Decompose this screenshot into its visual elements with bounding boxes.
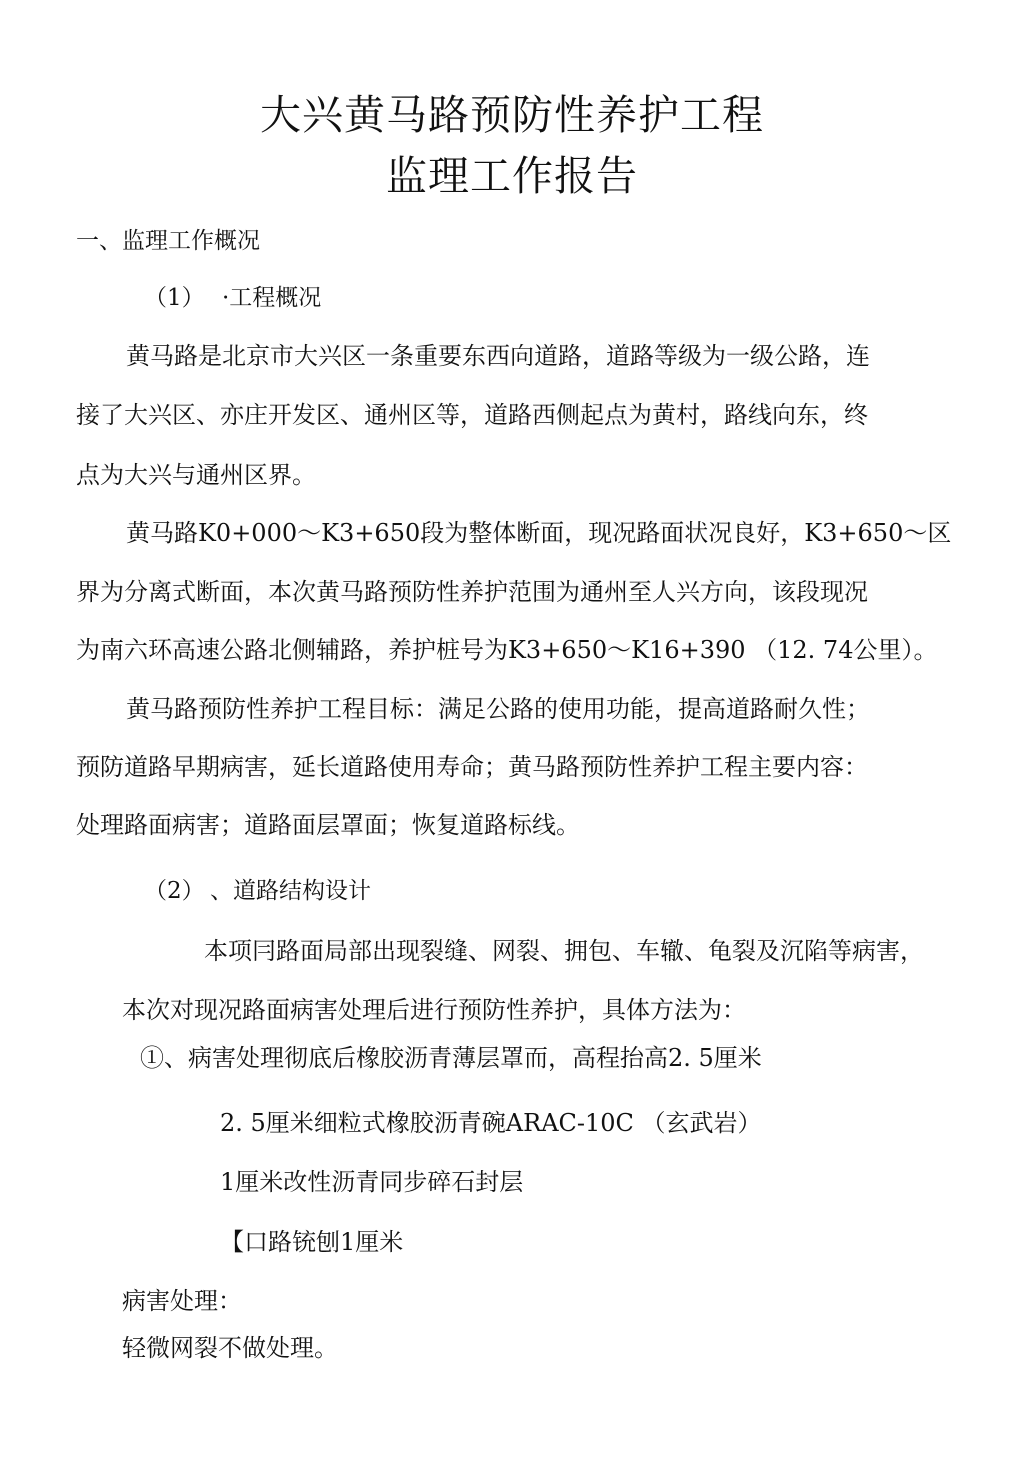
layer-item: 【口路铳刨1厘米 (220, 1228, 404, 1256)
section-heading: 一、监理工作概况 (76, 228, 260, 254)
disease-heading: 病害处理： (122, 1287, 242, 1315)
paragraph-line: 为南六环高速公路北侧辅路，养护桩号为K3+650～K16+390 （12. 74公里）。 (76, 636, 938, 664)
paragraph-line: 本项冃路面局部出现裂缝、网裂、拥包、车辙、龟裂及沉陷等病害， (204, 937, 924, 965)
method-1: ①、病害处理彻底后橡胶沥青薄层罩而，高程抬高2. 5厘米 (140, 1044, 762, 1072)
paragraph-line: 黄马路K0+000～K3+650段为整体断面，现况路面状况良好，K3+650～区 (126, 519, 952, 547)
paragraph-line: 黄马路预防性养护工程目标：满足公路的使用功能，提高道路耐久性； (126, 695, 870, 723)
layer-item: 2. 5厘米细粒式橡胶沥青碗ARAC-10C （玄武岩） (220, 1109, 762, 1137)
paragraph-line: 接了大兴区、亦庄开发区、通州区等，道路西侧起点为黄村，路线向东，终 (76, 401, 868, 429)
subsection-2-label: 、道路结构设计 (210, 878, 371, 904)
subsection-1-label: ·工程概况 (222, 285, 322, 311)
paragraph-line: 界为分离式断面，本次黄马路预防性养护范围为通州至人兴方向，该段现况 (76, 578, 868, 606)
paragraph-line: 黄马路是北京市大兴区一条重要东西向道路，道路等级为一级公路，连 (126, 342, 870, 370)
disease-line: 轻微网裂不做处理。 (122, 1334, 338, 1362)
paragraph-line: 处理路面病害；道路面层罩面；恢复道路标线。 (76, 811, 580, 839)
title-line-2: 监理工作报告 (386, 152, 638, 200)
paragraph-line: 点为大兴与通州区界。 (76, 461, 316, 489)
subsection-2-number: （2） (144, 878, 205, 904)
paragraph-line: 预防道路早期病害，延长道路使用寿命；黄马路预防性养护工程主要内容： (76, 753, 868, 781)
layer-item: 1厘米改性沥青同步碎石封层 (220, 1168, 524, 1196)
paragraph-line: 本次对现况路面病害处理后进行预防性养护，具体方法为： (122, 996, 746, 1024)
subsection-1-number: （1） (144, 285, 205, 311)
title-line-1: 大兴黄马路预防性养护工程 (260, 91, 764, 139)
